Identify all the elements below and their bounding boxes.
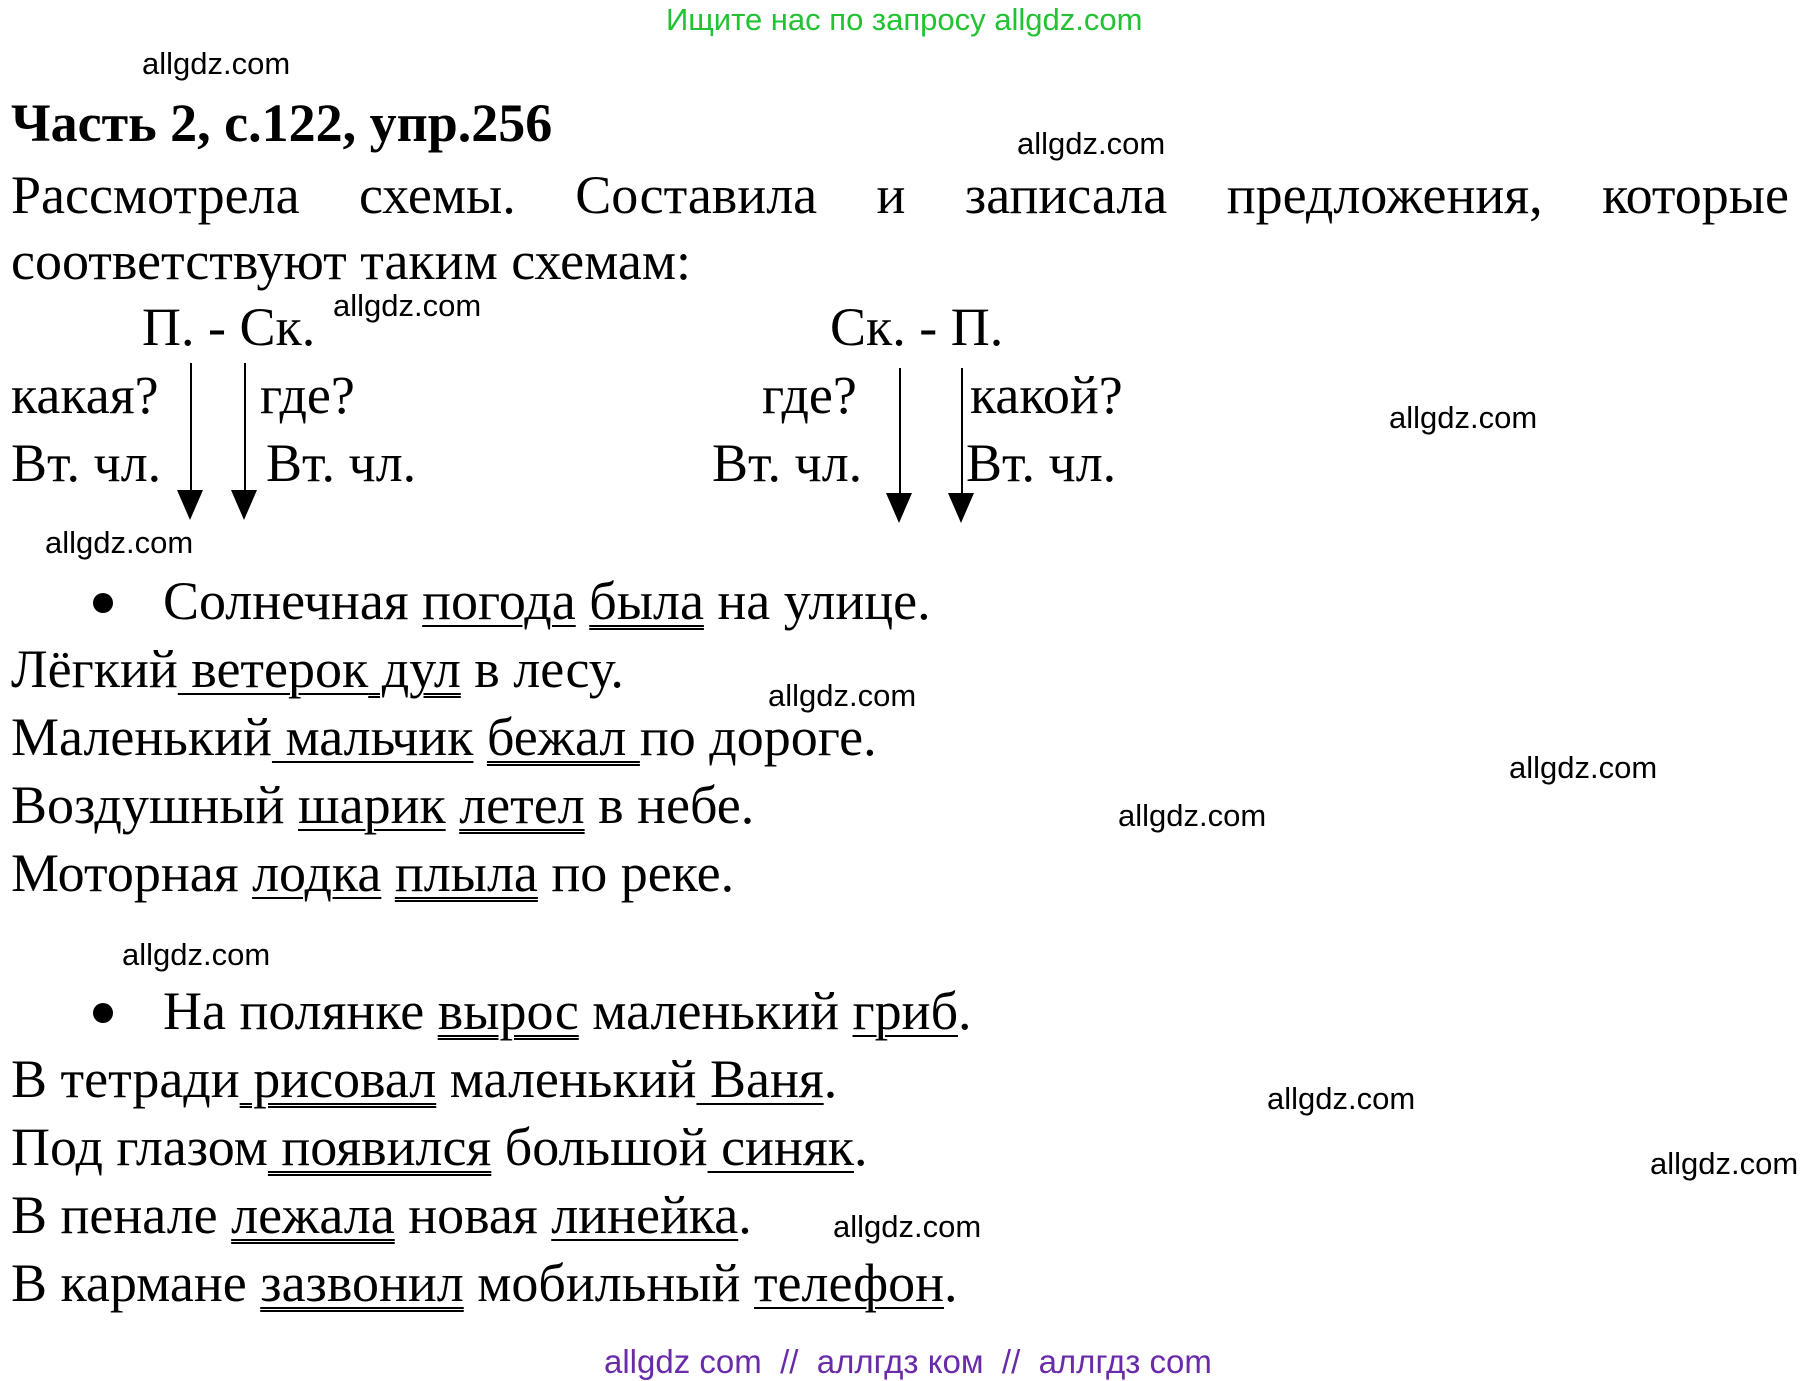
sentence-text: .: [738, 1185, 752, 1245]
watermark: allgdz.com: [1509, 750, 1658, 785]
sentence-line: [11, 842, 734, 904]
watermark: allgdz.com: [333, 288, 482, 323]
sentence-text: по дороге.: [639, 707, 877, 767]
scheme-member-right: Вт. чл.: [966, 433, 1117, 493]
sentence-line: [11, 1184, 752, 1246]
watermark: allgdz.com: [768, 678, 917, 713]
sentence-text: В кармане: [11, 1253, 261, 1313]
watermark: allgdz.com: [833, 1209, 982, 1244]
subject-word: Ваня: [696, 1049, 824, 1109]
sentence-text: Моторная: [11, 843, 253, 903]
sentence-text: новая: [394, 1185, 552, 1245]
sentence-line: [163, 980, 972, 1042]
predicate-word: рисовал: [239, 1049, 437, 1109]
watermark: allgdz.com: [1017, 126, 1166, 161]
predicate-word: дул: [368, 639, 461, 699]
sentence-text: Под глазом: [11, 1117, 268, 1177]
subject-word: погода: [422, 571, 576, 631]
predicate-word: была: [589, 571, 704, 631]
sentence-line: [11, 774, 754, 836]
predicate-word: летел: [459, 775, 585, 835]
subject-word: синяк: [707, 1117, 854, 1177]
sentence-text: [446, 775, 460, 835]
intro-paragraph: Рассмотрела схемы. Составила и записала предложения, которые соответствуют таким схемам:: [11, 165, 1789, 291]
sentence-text: В тетради: [11, 1049, 240, 1109]
bullet-icon: [93, 593, 113, 613]
sentence-text: .: [853, 1117, 868, 1177]
subject-word: лодка: [252, 843, 382, 903]
sentence-text: .: [958, 981, 972, 1041]
scheme-member-left: Вт. чл.: [712, 433, 863, 493]
footer-text: allgdz com // аллгдз ком // аллгдз com: [604, 1343, 1212, 1380]
sentence-text: [381, 843, 395, 903]
watermark: allgdz.com: [142, 46, 291, 81]
arrow-down-icon: [231, 490, 257, 520]
subject-word: телефон: [753, 1253, 944, 1313]
subject-word: ветерок: [177, 639, 369, 699]
watermark: allgdz.com: [1118, 798, 1267, 833]
predicate-word: появился: [267, 1117, 492, 1177]
sentence-text: В пенале: [11, 1185, 232, 1245]
sentence-text: .: [943, 1253, 958, 1313]
watermark: allgdz.com: [1389, 400, 1538, 435]
sentence-text: На полянке: [163, 981, 438, 1041]
sentence-text: маленький: [578, 981, 853, 1041]
sentence-text: в небе.: [584, 775, 755, 835]
arrow-down-icon: [948, 493, 974, 523]
sentence-text: .: [823, 1049, 838, 1109]
sentence-text: Воздушный: [11, 775, 299, 835]
predicate-word: зазвонил: [260, 1253, 464, 1313]
sentence-text: по реке.: [537, 843, 735, 903]
subject-word: мальчик: [271, 707, 474, 767]
predicate-word: бежал: [486, 707, 640, 767]
subject-word: шарик: [298, 775, 446, 835]
predicate-word: лежала: [231, 1185, 395, 1245]
watermark: allgdz.com: [45, 525, 194, 560]
sentence-line: [163, 570, 931, 632]
sentence-text: [576, 571, 590, 631]
sentence-text: маленький: [436, 1049, 697, 1109]
watermark: allgdz.com: [1267, 1081, 1416, 1116]
page-title: Часть 2, с.122, упр.256: [11, 93, 553, 153]
arrow-down-icon: [886, 493, 912, 523]
sentence-text: в лесу.: [460, 639, 624, 699]
sentence-text: Солнечная: [163, 571, 423, 631]
predicate-word: плыла: [394, 843, 538, 903]
sentence-line: [11, 1252, 957, 1314]
subject-word: линейка: [551, 1185, 739, 1245]
promo-text: Ищите нас по запросу allgdz.com: [666, 2, 1143, 37]
watermark: allgdz.com: [1650, 1146, 1799, 1181]
sentence-text: мобильный: [463, 1253, 754, 1313]
scheme-head: П. - Ск.: [142, 297, 316, 357]
scheme-member-left: Вт. чл.: [11, 433, 162, 493]
sentence-text: на улице.: [703, 571, 931, 631]
sentence-line: [11, 706, 877, 768]
sentence-text: Маленький: [11, 707, 272, 767]
sentence-line: [11, 1116, 867, 1178]
scheme-question-right: где?: [260, 365, 355, 425]
subject-word: гриб: [852, 981, 959, 1041]
arrow-down-icon: [177, 490, 203, 520]
scheme-question-left: где?: [762, 365, 857, 425]
predicate-word: вырос: [437, 981, 579, 1041]
sentence-text: Лёгкий: [11, 639, 178, 699]
bullet-icon: [93, 1003, 113, 1023]
scheme-question-right: какой?: [970, 365, 1123, 425]
watermark: allgdz.com: [122, 937, 271, 972]
scheme-question-left: какая?: [11, 365, 159, 425]
scheme-member-right: Вт. чл.: [266, 433, 417, 493]
sentence-line: [11, 1048, 837, 1110]
scheme-head: Ск. - П.: [830, 297, 1004, 357]
sentence-line: [11, 638, 624, 700]
sentence-text: [473, 707, 487, 767]
sentence-text: большой: [491, 1117, 708, 1177]
